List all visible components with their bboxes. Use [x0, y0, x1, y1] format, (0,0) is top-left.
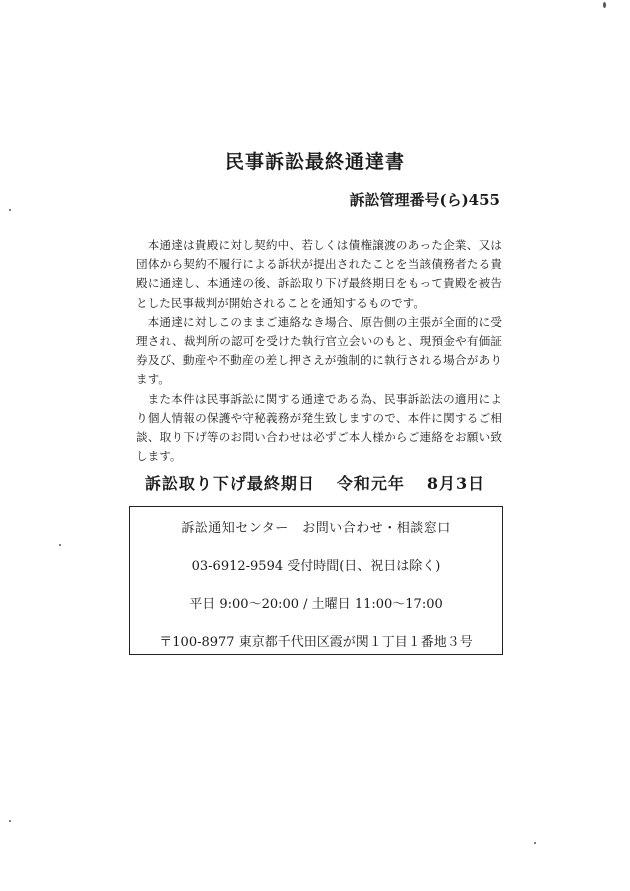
scan-speck — [59, 544, 61, 546]
paragraph-3: また本件は民事訴訟に関する通達である為、民事訴訟法の適用により個人情報の保護や守秘義務が発生致しますので、本件に関するご相談、取り下げ等のお問い合わせは必ずご本人様からご連絡をお願い致します。 — [136, 391, 502, 464]
deadline-date: 8月3日 — [426, 474, 486, 493]
deadline-line — [0, 471, 630, 494]
scan-speck — [603, 2, 606, 8]
scan-speck — [9, 820, 11, 822]
paragraph-1: 本通達は貴殿に対し契約中、若しくは債権譲渡のあった企業、又は団体から契約不履行による訴状が提出されたことを当該債務者たる貴殿に通達し、本通達の後、訴訟取り下げ最終期日をもって貴殿を被告とした民事裁判が開始されることを通知するものです。 — [136, 238, 502, 310]
deadline-label: 訴訟取り下げ最終期日 — [144, 474, 315, 493]
contact-center: 訴訟通知センター お問い合わせ・相談窓口 — [181, 521, 451, 536]
management-number: 訴訟管理番号(ら)455 — [349, 191, 500, 209]
document-title: 民事訴訟最終通達書 — [224, 151, 405, 173]
contact-address: 〒100-8977 東京都千代田区霞が関１丁目１番地３号 — [159, 635, 473, 650]
paragraph-2: 本通達に対しこのままご連絡なき場合、原告側の主張が全面的に受理され、裁判所の認可を受けた執行官立会いのもと、現預金や有価証券及び、動産や不動産の差し押さえが強制的に執行される場合があります。 — [136, 314, 502, 387]
contact-phone-hours: 03-6912-9594 受付時間(日、祝日は除く) — [191, 559, 441, 574]
scan-speck — [9, 209, 11, 211]
notice-body — [136, 236, 502, 466]
contact-hours: 平日 9:00～20:00 / 土曜日 11:00～17:00 — [189, 597, 443, 612]
deadline-era: 令和元年 — [336, 474, 405, 493]
contact-box — [129, 506, 503, 655]
scan-speck — [534, 842, 536, 844]
